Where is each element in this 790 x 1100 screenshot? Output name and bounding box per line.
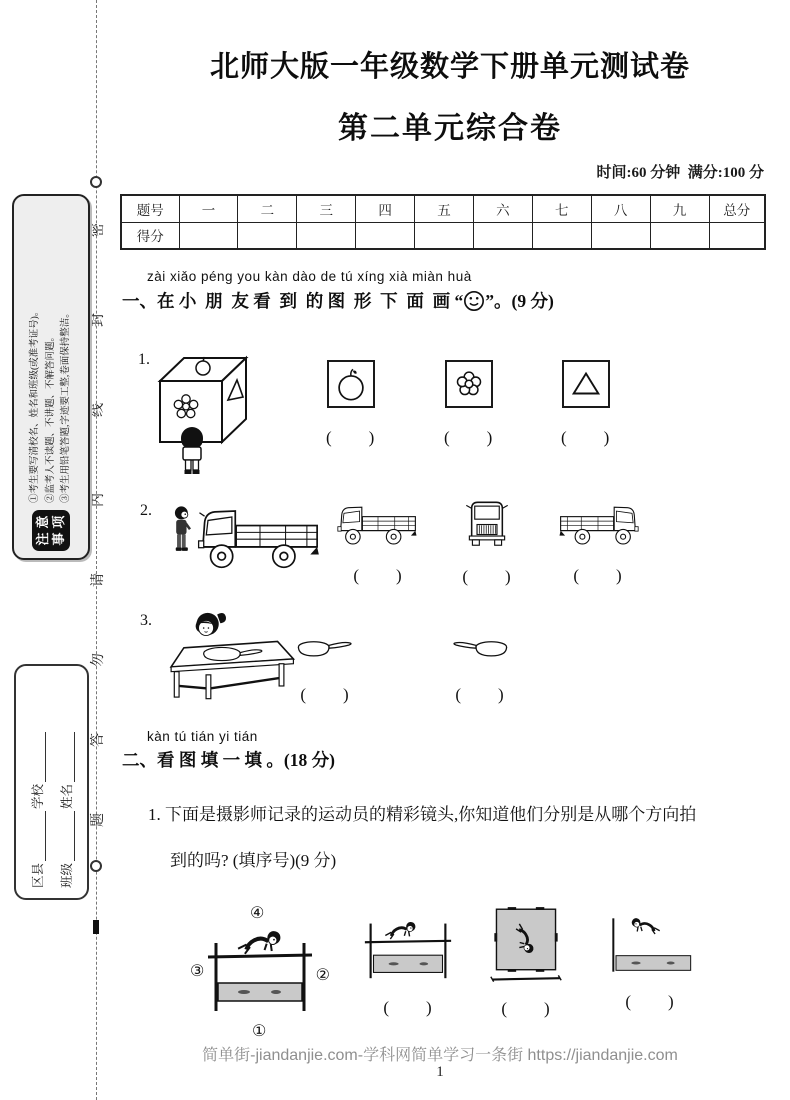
question-1-3 — [120, 608, 780, 728]
answer-blank[interactable]: ( ) — [561, 428, 611, 447]
answer-blank[interactable]: ( ) — [462, 567, 512, 586]
question-number: 3. — [140, 612, 152, 629]
score-cell[interactable] — [238, 222, 297, 249]
score-table-header-cell: 一 — [179, 195, 238, 222]
notice-item: ③考生用铅笔答题,字迹要工整,卷面保持整洁。 — [61, 308, 72, 503]
answer-blank[interactable]: ( ) — [625, 992, 675, 1011]
question-2-1-text-line2: 到的吗? (填序号)(9 分) — [170, 851, 337, 870]
page-subtitle: 第二单元综合卷 — [338, 112, 562, 145]
score-table — [120, 194, 766, 250]
score-table-header-row — [121, 195, 765, 222]
score-cell[interactable] — [532, 222, 591, 249]
score-row-label: 得分 — [121, 222, 179, 249]
highjump-scene — [204, 921, 316, 1023]
answer-option-pan-handle-right — [287, 638, 363, 705]
answer-blank[interactable]: ( ) — [444, 428, 494, 447]
apple-icon — [332, 365, 370, 403]
seal-char: 内 — [91, 493, 106, 507]
score-cell[interactable] — [650, 222, 709, 249]
name-blank[interactable] — [61, 732, 75, 782]
highjump-top-view-icon — [488, 905, 564, 988]
score-table-header-cell: 五 — [415, 195, 474, 222]
answer-option-truck-left — [336, 496, 420, 586]
answer-blank[interactable]: ( ) — [573, 566, 623, 585]
direction-label-4: ④ — [250, 905, 265, 922]
district-label: 区县 — [31, 862, 46, 888]
boy-figure — [170, 506, 191, 556]
question-number: 2. — [140, 502, 152, 519]
seal-char: 封 — [91, 313, 106, 327]
section1-heading — [122, 288, 554, 313]
score-table-header-cell: 七 — [532, 195, 591, 222]
answer-option-pan-handle-left — [442, 638, 518, 705]
exam-notice-box — [12, 194, 90, 560]
section2-pinyin: kàn tú tián yi tián — [147, 729, 258, 744]
page-number: 1 — [436, 1064, 444, 1080]
answer-option-truck-front — [455, 496, 519, 587]
score-table-header-cell: 九 — [650, 195, 709, 222]
section2-heading — [122, 747, 335, 772]
school-blank[interactable] — [32, 732, 46, 782]
pan-handle-right-icon — [296, 638, 354, 664]
answer-blank[interactable]: ( ) — [501, 999, 551, 1018]
truck-side-left-icon — [336, 496, 420, 549]
answer-box — [327, 360, 375, 408]
answer-option-side-view-2 — [602, 909, 698, 1012]
student-info-row — [28, 676, 46, 888]
answer-option-side-view-1 — [360, 909, 456, 1018]
score-table-header-cell: 题号 — [121, 195, 179, 222]
score-cell[interactable] — [356, 222, 415, 249]
notice-label-char: 意 — [34, 515, 50, 529]
name-label: 姓名 — [59, 783, 74, 809]
district-blank[interactable] — [32, 811, 46, 861]
seal-circle-top — [90, 176, 102, 188]
question-2-1-text-line1: 1. 下面是摄影师记录的运动员的精彩镜头,你知道他们分别是从哪个方向拍 — [148, 805, 697, 824]
seal-char: 勿 — [91, 653, 106, 667]
student-info-row — [57, 676, 75, 888]
highjump-side-view-2-icon — [604, 909, 696, 981]
class-blank[interactable] — [61, 811, 75, 861]
seal-tick-mark — [93, 920, 99, 934]
seal-char: 请 — [91, 573, 106, 587]
footer-site-link[interactable]: 简单街-jiandanjie.com-学科网简单学习一条街 https://jiandanjie.com — [202, 1047, 678, 1064]
answer-option-top-view — [486, 905, 566, 1019]
page-title: 北师大版一年级数学下册单元测试卷 — [209, 51, 690, 83]
answer-blank[interactable]: ( ) — [353, 566, 403, 585]
truck-side-right-icon — [556, 496, 640, 549]
answer-option-truck-right — [556, 496, 640, 586]
seal-char: 题 — [91, 813, 106, 827]
answer-box — [445, 360, 493, 408]
girl-at-table-with-pan-illustration — [160, 608, 295, 702]
highjump-side-view-1-icon — [362, 909, 454, 987]
answer-option-apple — [326, 360, 375, 448]
answer-blank[interactable]: ( ) — [383, 998, 433, 1017]
answer-option-triangle — [561, 360, 610, 448]
seal-char: 线 — [91, 403, 106, 417]
smiley-icon — [463, 290, 485, 312]
notice-label — [32, 510, 71, 551]
score-table-header-cell: 总分 — [709, 195, 765, 222]
highjump-reference-illustration — [190, 905, 332, 1041]
answer-box — [562, 360, 610, 408]
answer-blank[interactable]: ( ) — [300, 685, 350, 704]
notice-item: ①考生要写清校名、姓名和班级(或准考证号)。 — [30, 306, 41, 503]
score-cell[interactable] — [591, 222, 650, 249]
truck-front-icon — [464, 496, 510, 550]
score-cell[interactable] — [473, 222, 532, 249]
answer-blank[interactable]: ( ) — [326, 428, 376, 447]
notice-label-char: 注 — [34, 532, 50, 546]
seal-char: 答 — [91, 733, 106, 747]
score-table-score-row — [121, 222, 765, 249]
section1-heading-points: ”。(9 分) — [485, 291, 554, 311]
seal-char: 密 — [91, 223, 106, 237]
direction-label-2: ② — [315, 967, 330, 984]
score-cell[interactable] — [415, 222, 474, 249]
section1-heading-text: 一、在 小 朋 友 看 到 的 图 形 下 面 画 “ — [122, 291, 464, 311]
score-table-header-cell: 四 — [356, 195, 415, 222]
notice-label-char: 项 — [51, 515, 66, 529]
score-table-header-cell: 六 — [473, 195, 532, 222]
seal-dashed-line — [96, 0, 97, 1100]
flower-icon — [450, 365, 488, 403]
question-number: 1. — [138, 351, 150, 368]
score-cell[interactable] — [297, 222, 356, 249]
school-label: 学校 — [31, 783, 46, 809]
score-table-header-cell: 八 — [591, 195, 650, 222]
score-table-header-cell: 三 — [297, 195, 356, 222]
direction-label-3: ③ — [190, 963, 205, 980]
main-content — [120, 0, 780, 1100]
score-table-header-cell: 二 — [238, 195, 297, 222]
class-label: 班级 — [59, 862, 74, 888]
student-info-box — [14, 664, 89, 900]
question-1-1 — [120, 345, 780, 485]
time-and-score-info: 时间:60 分钟 满分:100 分 — [596, 165, 764, 181]
seal-circle-bottom — [90, 860, 102, 872]
triangle-icon — [567, 365, 605, 403]
answer-option-flower — [444, 360, 493, 448]
truck-side-large-illustration — [196, 494, 324, 575]
pan-handle-left-icon — [451, 638, 509, 664]
girl-looking-at-cube-illustration — [152, 345, 267, 477]
question-2-1-figures — [120, 895, 780, 1045]
notice-label-char: 事 — [51, 532, 66, 546]
notice-item: ②监考人不读题、不讲题、不解答问题。 — [45, 331, 56, 503]
notice-items — [29, 307, 72, 503]
score-cell[interactable] — [179, 222, 238, 249]
question-1-2 — [120, 488, 780, 606]
section1-pinyin: zài xiǎo péng you kàn dào de tú xíng xià miàn huà — [147, 269, 472, 284]
section2-heading-text: 二、看 图 填 一 填 。(18 分) — [122, 750, 335, 770]
answer-blank[interactable]: ( ) — [455, 685, 505, 704]
direction-label-1: ① — [252, 1023, 267, 1040]
score-cell[interactable] — [709, 222, 765, 249]
